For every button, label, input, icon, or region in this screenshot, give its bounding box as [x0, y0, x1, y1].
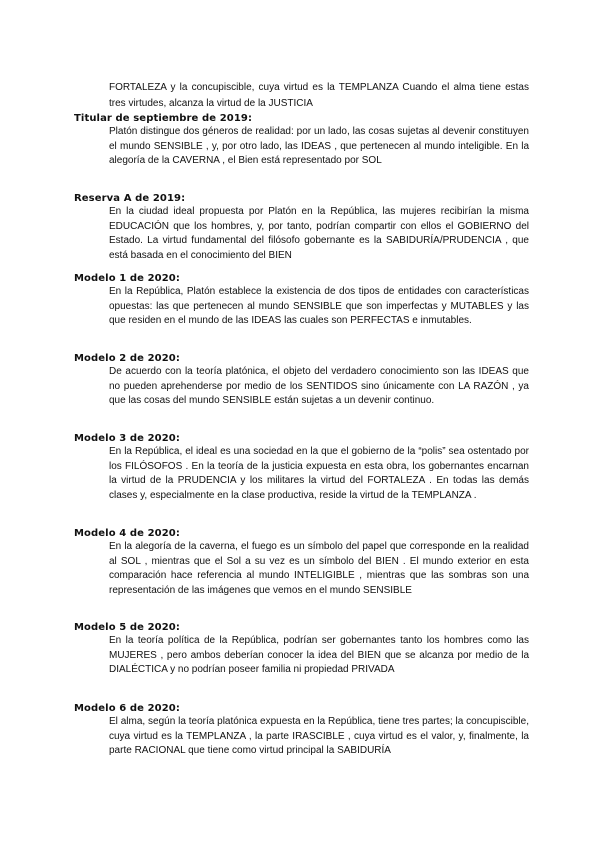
section-body: En la alegoría de la caverna, el fuego es un símbolo del papel que corresponde en la realidad al SOL , mientras que el Sol a su vez es un símbolo del BIEN . El mundo exterior en esta comparación hace referencia al mundo INTELIGIBLE , mientras que las sombras son una representación de las imágenes que vemos en el mundo SENSIBLE	[109, 541, 529, 596]
intro-paragraph: FORTALEZA y la concupiscible, cuya virtud es la TEMPLANZA Cuando el alma tiene estas tres virtudes, alcanza la virtud de la JUSTICIA	[109, 82, 529, 109]
section-heading: Modelo 5 de 2020:	[74, 622, 180, 633]
section-body: En la teoría política de la República, podrían ser gobernantes tanto los hombres como las MUJERES , pero ambos deberían conocer la idea del BIEN que se alcanza por medio de la DIALÉCTICA y no podrían poseer familia ni propiedad PRIVADA	[109, 635, 529, 675]
section-reserva-a-2019	[74, 192, 530, 263]
section-modelo-4-2020	[74, 527, 530, 598]
section-heading: Modelo 1 de 2020:	[74, 273, 180, 284]
section-modelo-3-2020	[74, 432, 530, 503]
section-heading: Titular de septiembre de 2019:	[74, 113, 253, 124]
section-body: En la República, Platón establece la existencia de dos tipos de entidades con características opuestas: las que pertenecen al mundo SENSIBLE que son imperfectas y MUTABLES y las que residen en el mundo de las IDEAS las cuales son PERFECTAS e inmutables.	[109, 286, 529, 326]
section-heading: Modelo 4 de 2020:	[74, 528, 180, 539]
section-body: En la República, el ideal es una sociedad en la que el gobierno de la “polis” sea ostentado por los FILÓSOFOS . En la teoría de la justicia expuesta en esta obra, los gobernantes encarnan la virtud de la PRUDENCIA y los militares la virtud del FORTALEZA . En todas las demás clases y, especialmente en la clase productiva, reside la virtud de la TEMPLANZA .	[109, 446, 529, 501]
section-modelo-2-2020	[74, 352, 530, 409]
section-heading: Modelo 2 de 2020:	[74, 353, 180, 364]
section-body: El alma, según la teoría platónica expuesta en la República, tiene tres partes; la concupiscible, cuya virtud es la TEMPLANZA , la parte IRASCIBLE , cuya virtud es el valor, y, finalmente, la parte RACIONAL que tiene como virtud principal la SABIDURÍA	[109, 716, 529, 756]
section-heading: Modelo 6 de 2020:	[74, 703, 180, 714]
section-heading: Modelo 3 de 2020:	[74, 433, 180, 444]
section-modelo-1-2020	[74, 272, 530, 329]
section-modelo-5-2020	[74, 621, 530, 678]
section-heading: Reserva A de 2019:	[74, 193, 186, 204]
section-septiembre-2019	[74, 112, 530, 169]
section-body: De acuerdo con la teoría platónica, el objeto del verdadero conocimiento son las IDEAS que no pueden aprehenderse por medio de los SENTIDOS sino únicamente con LA RAZÓN , ya que las cosas del mundo SENSIBLE están sujetas a un devenir continuo.	[109, 366, 529, 406]
section-body: Platón distingue dos géneros de realidad: por un lado, las cosas sujetas al devenir constituyen el mundo SENSIBLE , y, por otro lado, las IDEAS , que pertenecen al mundo inteligible. En la alegoría de la CAVERNA , el Bien está representado por SOL	[109, 126, 529, 166]
section-body: En la ciudad ideal propuesta por Platón en la República, las mujeres recibirían la misma EDUCACIÓN que los hombres, y, por tanto, podrían compartir con ellos el GOBIERNO del Estado. La virtud fundamental del filósofo gobernante es la SABIDURÍA/PRUDENCIA , que está basada en el conocimiento del BIEN	[109, 206, 529, 261]
section-modelo-6-2020	[74, 702, 530, 759]
